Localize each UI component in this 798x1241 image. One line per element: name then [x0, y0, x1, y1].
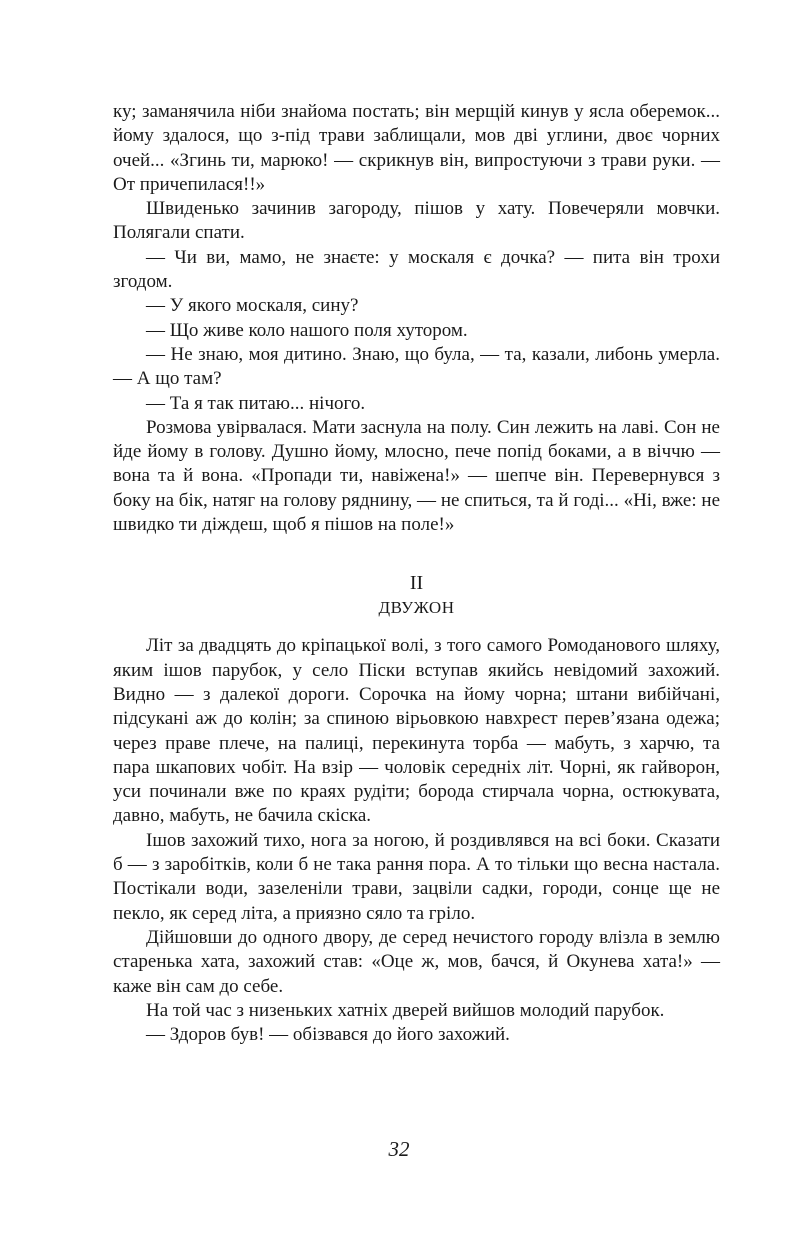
paragraph: — Чи ви, мамо, не знаєте: у москаля є дочка? — пита він трохи згодом. — [113, 246, 720, 293]
paragraph: — Не знаю, моя дитино. Знаю, що була, — та, казали, либонь умерла. — А що там? — [113, 343, 720, 390]
paragraph: — У якого москаля, сину? — [146, 295, 359, 317]
paragraph: — Що живе коло нашого поля хутором. — [146, 319, 468, 341]
paragraph: Розмова увірвалася. Мати заснула на полу. Син лежить на лаві. Сон не йде йому в голову. Душно йому, млосно, пече попід боками, а в віччю — вона та й вона. «Пропади ти, навіжена!» — шепче він. Перевернувся з боку на бік, натяг на голову ряднину, — не спиться, та й годі... «Ні, вже: не швидко ти діждеш, щоб я пішов на поле!» — [113, 416, 720, 536]
paragraph: На той час з низеньких хатніх дверей вийшов молодий парубок. — [146, 999, 665, 1021]
paragraph: Ішов захожий тихо, нога за ногою, й роздивлявся на всі боки. Сказати б — з заробітків, коли б не така рання пора. А то тільки що весна настала. Постікали води, зазеленіли трави, зацвіли садки, городи, сонце ще не пекло, як серед літа, а приязно сяло та гріло. — [113, 829, 720, 924]
paragraph: ку; заманячила ніби знайома постать; він мерщій кинув у ясла оберемок... йому здалося, що з-під трави заблищали, мов дві углини, двоє чорних очей... «Згинь ти, марюко! — скрикнув він, випростуючи з трави руки. — От причепилася!!» — [113, 101, 720, 195]
paragraph: Дійшовши до одного двору, де серед нечистого городу влізла в землю старенька хата, захожий став: «Оце ж, мов, бачся, й Окунева хата!» — каже він сам до себе. — [113, 926, 720, 997]
book-page — [113, 100, 720, 1047]
paragraph: — Та я так питаю... нічого. — [146, 392, 366, 414]
section-title: ДВУЖОН — [378, 598, 455, 618]
section-number: II — [409, 572, 424, 595]
text-block-part-1 — [113, 100, 720, 537]
page-number: 32 — [388, 1137, 410, 1161]
text-block-part-2 — [113, 634, 720, 1047]
paragraph: Швиденько зачинив загороду, пішов у хату. Повечеряли мовчки. Полягали спати. — [113, 198, 720, 244]
section-heading — [113, 570, 720, 620]
paragraph: — Здоров був! — обізвався до його захожий. — [146, 1024, 510, 1046]
paragraph: Літ за двадцять до кріпацької волі, з того самого Ромоданового шляху, яким ішов парубок, у село Піски вступав якийсь невідомий захожий. Видно — з далекої дороги. Сорочка на йому чорна; штани вибійчані, підсукані аж до колін; за спиною вірьовкою навхрест перев’язана одежа; через праве плече, на палиці, перекинута торба — мабуть, з харчю, та пара шкапових чобіт. На взір — чоловік середніх літ. Чорні, як гайворон, уси починали вже по краях рудіти; борода стирчала чорна, остюкувата, давно, мабуть, не бачила скіска. — [113, 635, 720, 827]
